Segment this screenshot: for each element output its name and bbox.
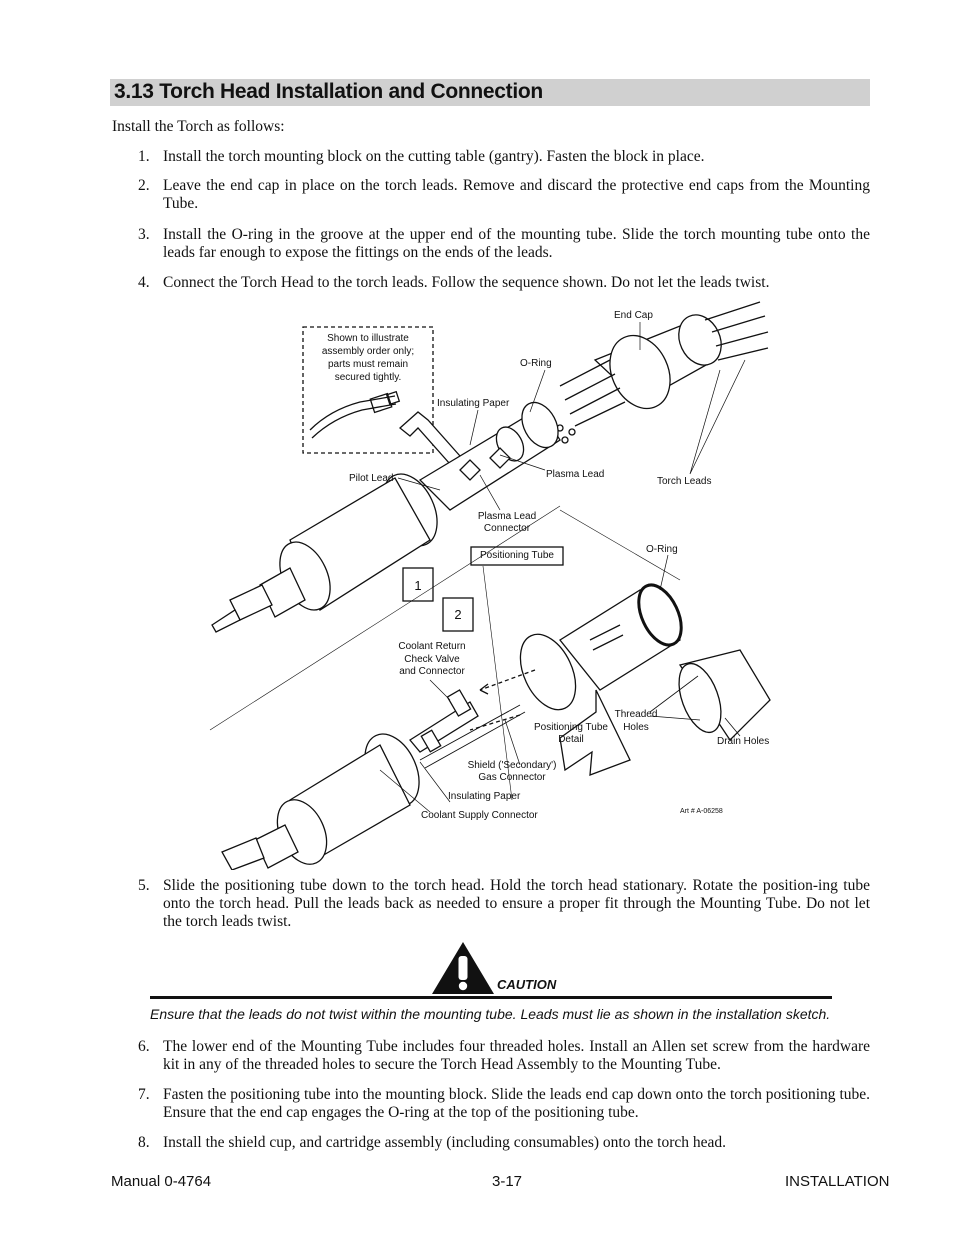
label-o-ring-right: O-Ring	[646, 544, 678, 555]
footer-section: INSTALLATION	[785, 1173, 890, 1190]
label-coolant-return-2: Check Valve	[404, 654, 460, 665]
torch-assembly-figure	[150, 300, 870, 870]
label-shield-gas-1: Shield ('Secondary')	[467, 760, 557, 771]
label-art-number: Art # A-06258	[680, 808, 723, 815]
step-4: 4. Connect the Torch Head to the torch leads. Follow the sequence shown. Do not let the leads twist.	[138, 274, 770, 291]
label-drain-holes: Drain Holes	[717, 736, 770, 747]
caution-rule	[150, 996, 832, 999]
step-box-1-label: 1	[414, 578, 422, 593]
step-6: 6. The lower end of the Mounting Tube includes four threaded holes. Install an Allen set screw from the hardware kit in any of the threaded holes to secure the Torch Head Assembly to the Mounting Tube.	[138, 1038, 870, 1073]
label-coolant-supply: Coolant Supply Connector	[421, 810, 538, 821]
label-coolant-return-1: Coolant Return	[398, 641, 466, 652]
step-box-2-label: 2	[454, 607, 462, 622]
step-5: 5. Slide the positioning tube down to the torch head. Hold the torch head stationary. Rotate the position-ing tube onto the torch head. Pull the leads back as needed to ensure a proper fit through the Mounting Tube. Do not let the torch leads twist.	[138, 877, 870, 930]
label-end-cap: End Cap	[614, 310, 653, 321]
label-plasma-lead-connector-1: Plasma Lead	[477, 511, 537, 522]
step-3: 3. Install the O-ring in the groove at the upper end of the mounting tube. Slide the torch mounting tube onto the leads far enough to expose the fittings on the ends of the leads.	[138, 226, 870, 261]
label-positioning-tube-detail-2: Detail	[558, 734, 584, 745]
label-o-ring-top: O-Ring	[520, 358, 552, 369]
footer-page-number: 3-17	[492, 1173, 523, 1190]
label-threaded-holes-2: Holes	[623, 722, 649, 733]
label-threaded-holes-1: Threaded	[614, 709, 658, 720]
label-shield-gas-2: Gas Connector	[478, 772, 546, 783]
step-2: 2. Leave the end cap in place on the torch leads. Remove and discard the protective end caps from the Mounting Tube.	[138, 177, 870, 212]
caution-block	[150, 940, 832, 1000]
step-8: 8. Install the shield cup, and cartridge assembly (including consumables) onto the torch head.	[138, 1134, 727, 1151]
label-insulating-paper-top: Insulating Paper	[437, 398, 510, 409]
label-plasma-lead: Plasma Lead	[546, 469, 605, 480]
label-positioning-tube-detail-1: Positioning Tube	[534, 722, 608, 733]
label-torch-leads: Torch Leads	[657, 476, 712, 487]
step-7: 7. Fasten the positioning tube into the mounting block. Slide the leads end cap down onto the torch positioning tube. Ensure that the end cap engages the O-ring at the top of the positioning tube.	[138, 1086, 870, 1121]
caution-label: CAUTION	[497, 977, 557, 992]
step-1: 1. Install the torch mounting block on the cutting table (gantry). Fasten the block in place.	[138, 148, 705, 165]
section-header	[110, 79, 870, 106]
label-positioning-tube: Positioning Tube	[480, 550, 554, 561]
note-line-3: parts must remain	[327, 359, 409, 370]
caution-text: Ensure that the leads do not twist within the mounting tube. Leads must lie as shown in the installation sketch.	[150, 1006, 831, 1022]
section-title: 3.13 Torch Head Installation and Connection	[114, 80, 543, 103]
note-line-1: Shown to illustrate	[327, 333, 409, 344]
intro-text: Install the Torch as follows:	[112, 118, 285, 135]
note-line-4: secured tightly.	[334, 372, 402, 383]
label-coolant-return-3: and Connector	[399, 666, 465, 677]
footer-manual: Manual 0-4764	[111, 1173, 212, 1190]
note-line-2: assembly order only;	[321, 346, 415, 357]
label-plasma-lead-connector-2: Connector	[483, 523, 531, 534]
label-insulating-paper-bottom: Insulating Paper	[448, 791, 521, 802]
label-pilot-lead: Pilot Lead	[349, 473, 394, 484]
warning-icon	[150, 940, 832, 996]
